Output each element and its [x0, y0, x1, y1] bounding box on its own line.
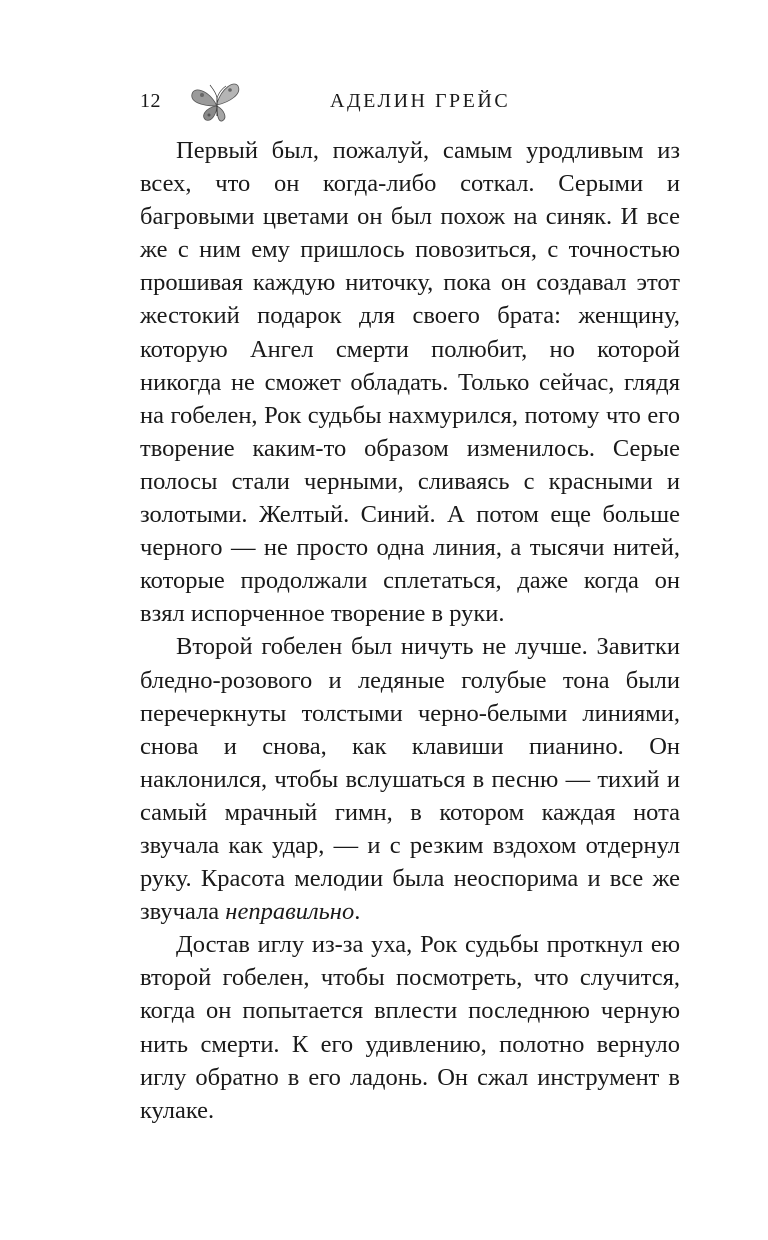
paragraph-2-tail: .: [354, 898, 361, 926]
paragraph-2-text: Второй гобелен был ничуть не лучше. Завитки бледно-розового и ледяные голубые тона были перечеркнуты толстыми черно-белыми линиями, снова и снова, как клавиши пианино. Он наклонился, чтобы вслушаться в песню — тихий и самый мрачный гимн, в котором каждая нота звучала как удар, — и с резким вздохом отдернул руку. Красота мелодии была неоспорима и все же звучала: [140, 633, 680, 926]
paragraph-1: Первый был, пожалуй, самым уродливым из всех, что он когда-либо соткал. Серыми и багровыми цветами он был похож на синяк. И все же с ним ему пришлось повозиться, с точностью прошивая каждую ниточку, пока он создавал этот жестокий подарок для своего брата: женщину, которую Ангел смерти полюбит, но которой никогда не сможет обладать. Только сейчас, глядя на гобелен, Рок судьбы нахмурился, потому что его творение каким-то образом изменилось. Серые полосы стали черными, сливаясь с красными и золотыми. Желтый. Синий. А потом еще больше черного — не просто одна линия, а тысячи нитей, которые продолжали сплетаться, даже когда он взял испорченное творение в руки.: [140, 137, 680, 628]
page-number: 12: [140, 90, 161, 112]
paragraph-2: [140, 630, 680, 928]
page-header: [0, 84, 768, 124]
butterfly-icon: [186, 78, 246, 128]
running-title: АДЕЛИН ГРЕЙС: [330, 90, 511, 112]
paragraph-3: Достав иглу из-за уха, Рок судьбы проткнул ею второй гобелен, чтобы посмотреть, что случится, когда он попытается вплести последнюю черную нить смерти. К его удивлению, полотно вернуло иглу обратно в его ладонь. Он сжал инструмент в кулаке.: [140, 931, 680, 1124]
body-text: [140, 134, 680, 1127]
emphasized-word: неправильно: [225, 898, 355, 926]
